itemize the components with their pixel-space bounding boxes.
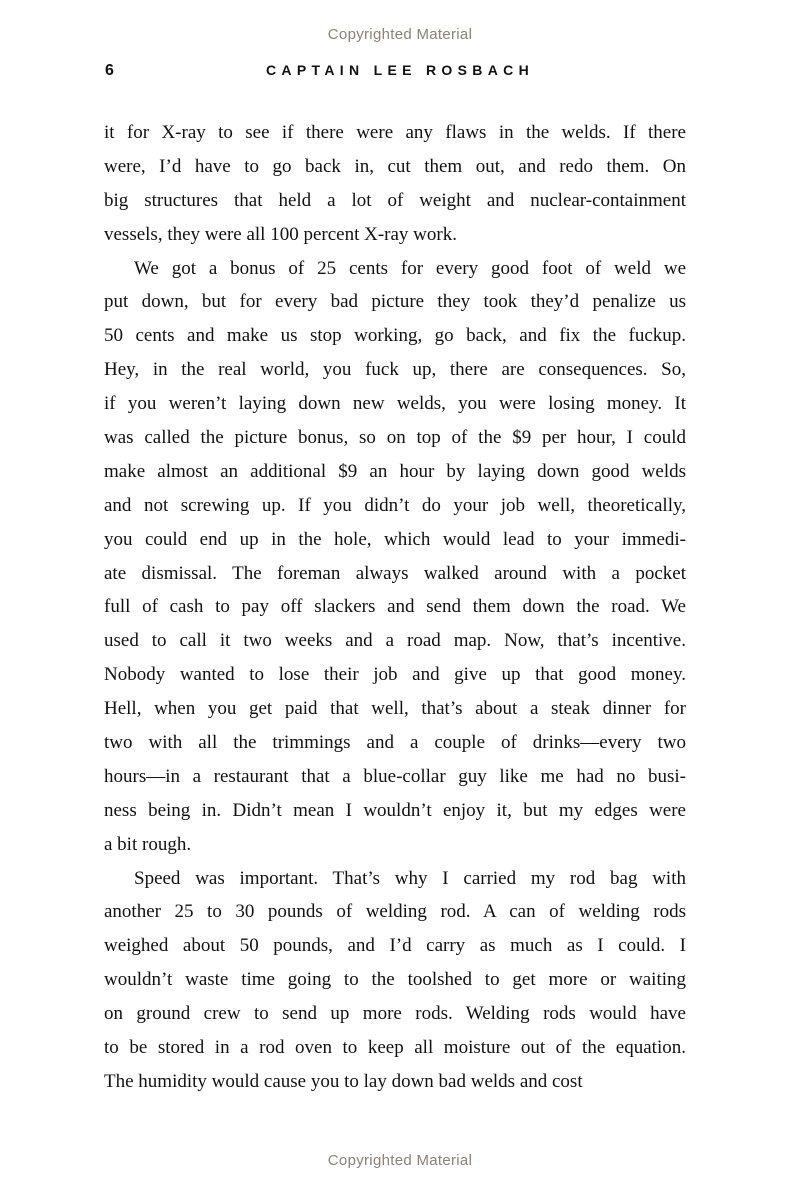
text-line: if you weren’t laying down new welds, you were losing money. It [104,393,686,415]
text-line: a bit rough. [104,833,192,855]
text-line: another 25 to 30 pounds of welding rod. A can of welding rods [104,901,686,923]
text-line: Hell, when you get paid that well, that’s about a steak dinner for [104,698,686,720]
text-line: put down, but for every bad picture they took they’d penalize us [104,291,686,313]
copyright-notice-bottom: Copyrighted Material [327,1152,473,1169]
text-line: Nobody wanted to lose their job and give up that good money. [104,664,686,686]
text-line: it for X-ray to see if there were any flaws in the welds. If there [104,122,686,143]
text-line: ate dismissal. The foreman always walked around with a pocket [104,562,686,584]
text-line: vessels, they were all 100 percent X-ray work. [104,223,457,245]
body-text [104,116,686,1099]
text-line: make almost an additional $9 an hour by laying down good welds [104,460,686,482]
paragraph [104,252,686,862]
text-line: full of cash to pay off slackers and send them down the road. We [104,596,686,618]
text-line: and not screwing up. If you didn’t do your job well, theoretically, [104,494,686,516]
text-line: two with all the trimmings and a couple of drinks—every two [104,732,686,754]
text-line: hours—in a restaurant that a blue-collar guy like me had no busi- [104,765,686,787]
paragraph [104,116,686,252]
paragraph [104,862,686,1099]
running-header [0,62,800,84]
text-line: ness being in. Didn’t mean I wouldn’t enjoy it, but my edges were [104,799,686,821]
text-line: to be stored in a rod oven to keep all moisture out of the equation. [104,1037,686,1059]
text-line: Speed was important. That’s why I carried my rod bag with [134,867,686,889]
text-line: 50 cents and make us stop working, go back, and fix the fuckup. [104,325,686,347]
text-line: We got a bonus of 25 cents for every good foot of weld we [134,257,686,279]
text-line: were, I’d have to go back in, cut them out, and redo them. On [104,155,686,177]
text-line: used to call it two weeks and a road map. Now, that’s incentive. [104,630,686,652]
page-number: 6 [105,62,114,79]
running-header-title: CAPTAIN LEE ROSBACH [265,62,535,78]
text-line: you could end up in the hole, which would lead to your immedi- [104,528,686,550]
text-line: Hey, in the real world, you fuck up, there are consequences. So, [104,359,686,381]
text-line: was called the picture bonus, so on top of the $9 per hour, I could [104,427,686,449]
text-line: The humidity would cause you to lay down bad welds and cost [104,1070,583,1092]
copyright-notice-top: Copyrighted Material [327,26,473,43]
text-line: on ground crew to send up more rods. Welding rods would have [104,1003,686,1025]
text-line: weighed about 50 pounds, and I’d carry as much as I could. I [104,935,686,957]
text-line: big structures that held a lot of weight and nuclear-containment [104,189,686,211]
text-line: wouldn’t waste time going to the toolshed to get more or waiting [104,969,686,991]
